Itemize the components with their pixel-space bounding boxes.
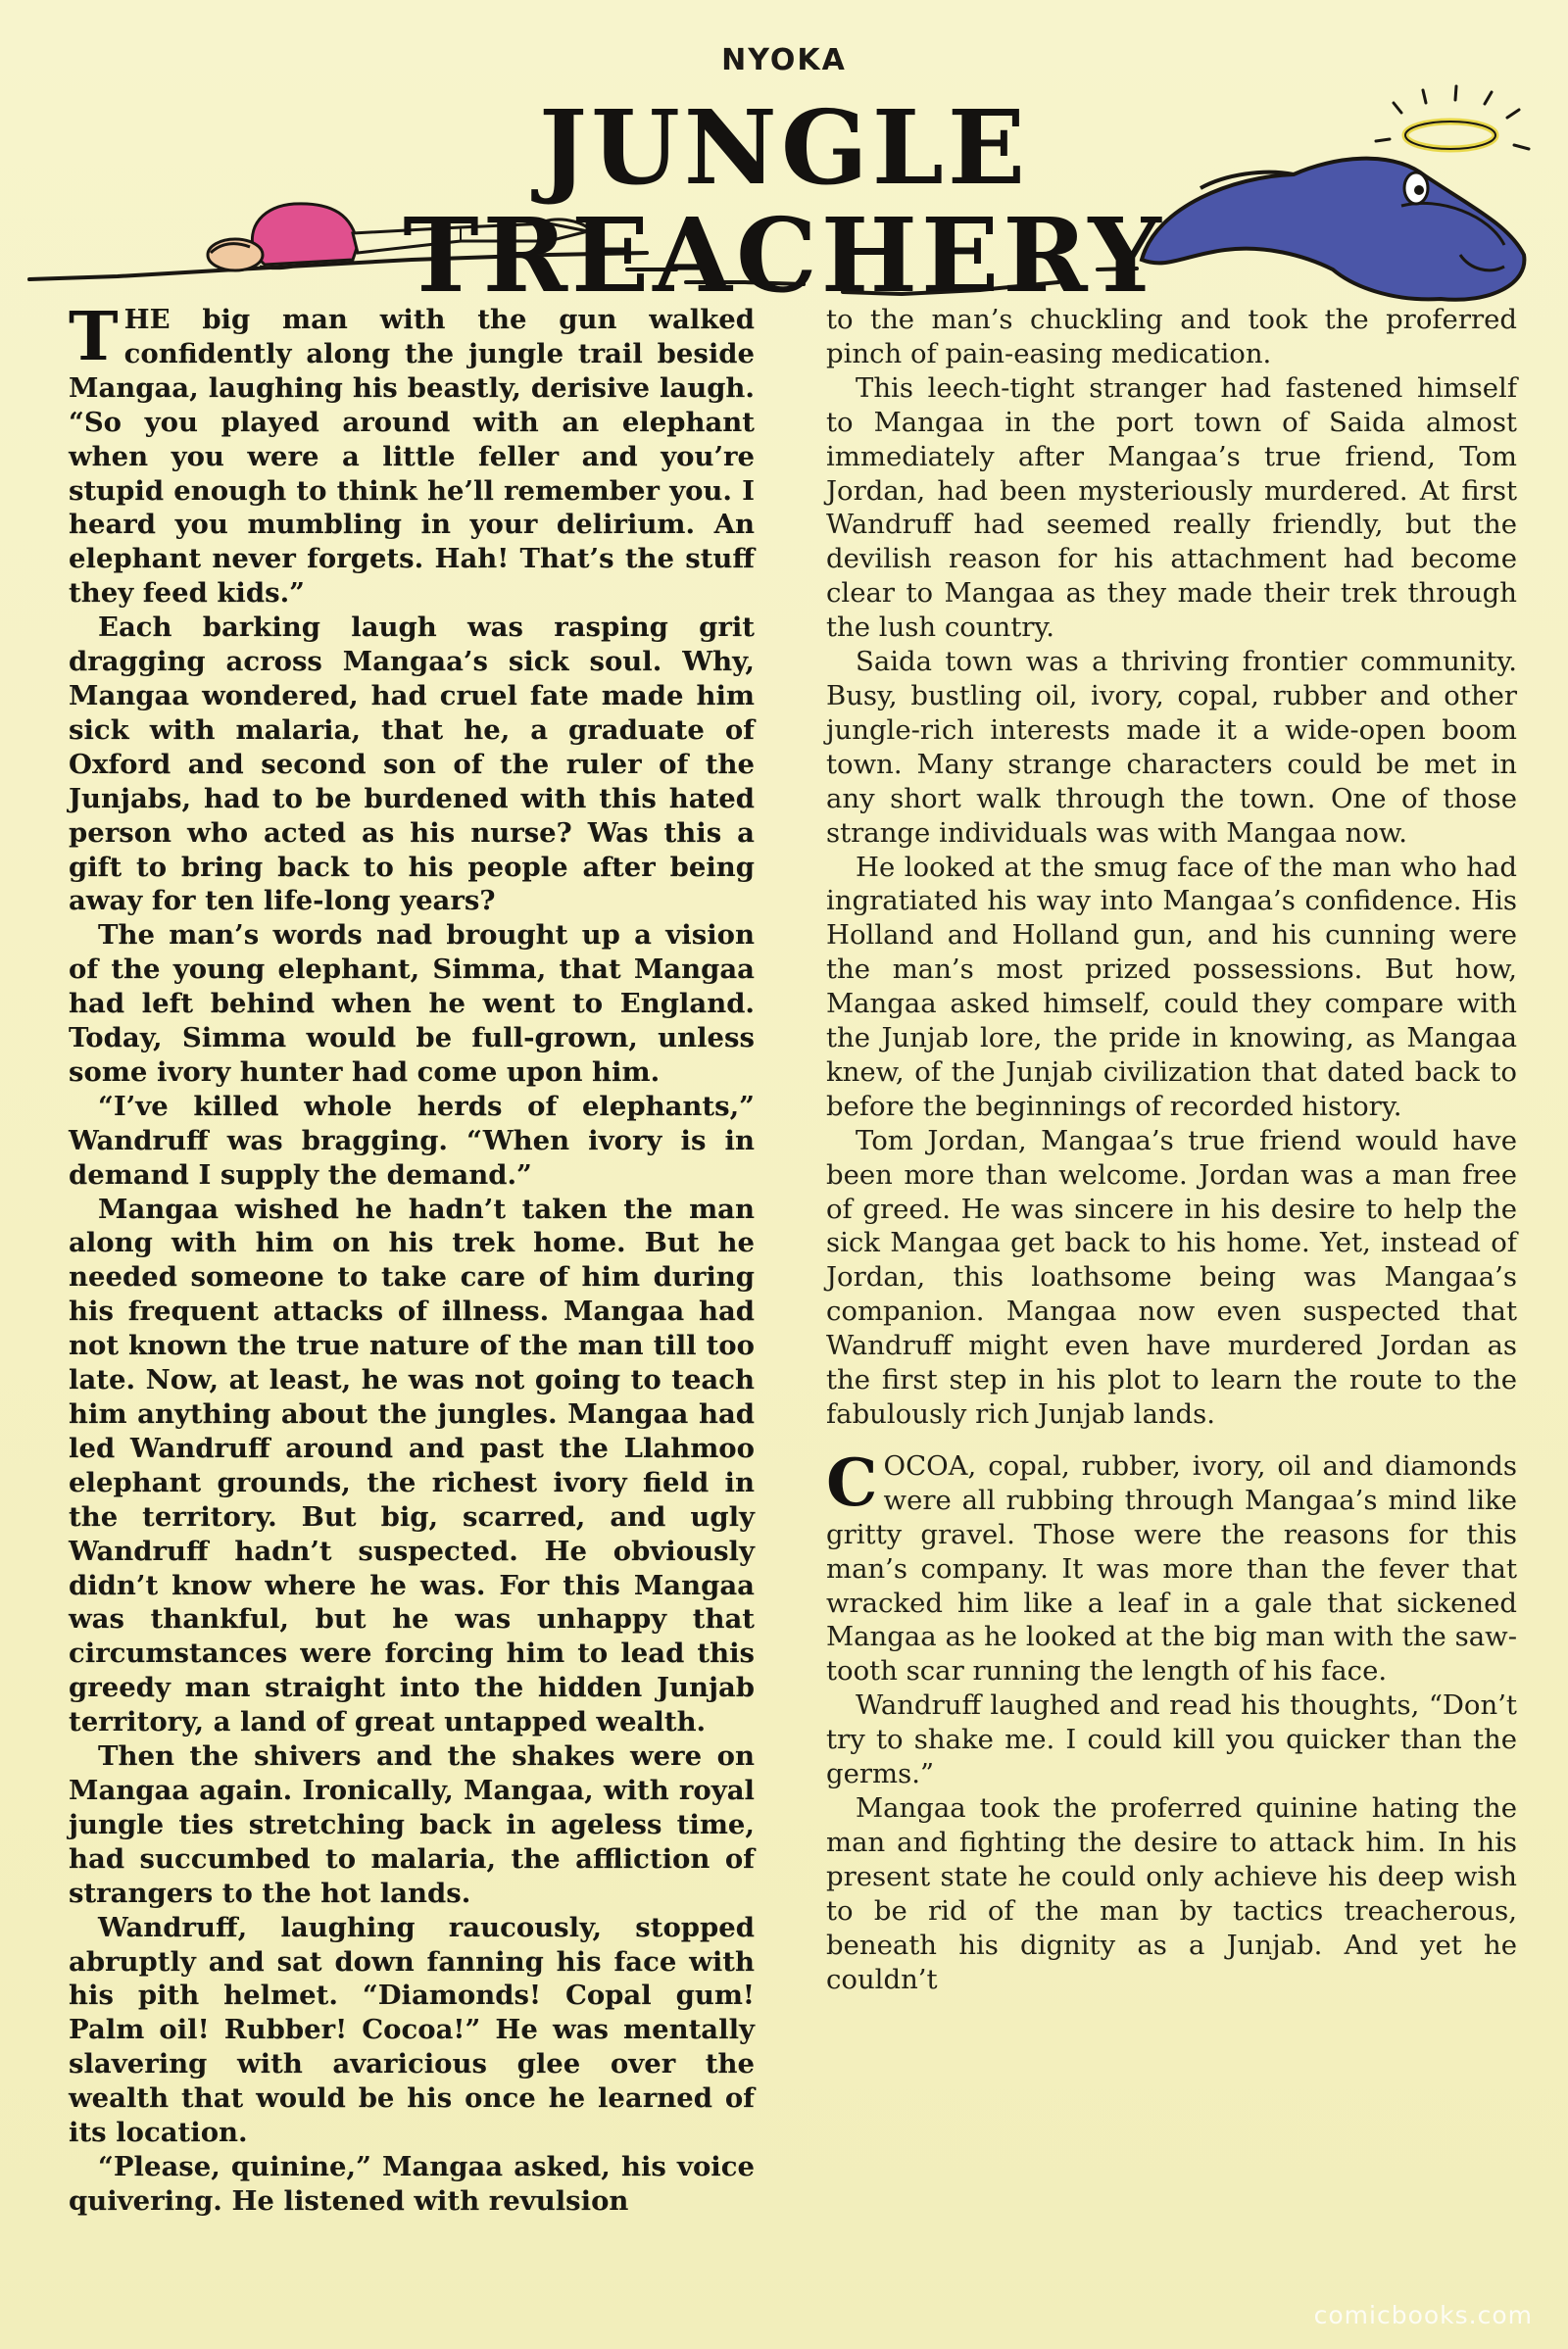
halo-icon bbox=[1376, 86, 1529, 149]
story-paragraph: Saida town was a thriving frontier community. Busy, bustling oil, ivory, copal, rubber and other jungle-rich interests made it a wide-open boom town. Many strange characters could be met in any short walk through the town. One of those strange individuals was with Mangaa now. bbox=[826, 646, 1517, 849]
story-column-right bbox=[826, 303, 1517, 1996]
story-paragraph: This leech-tight stranger had fastened himself to Mangaa in the port town of Saida almost immediately after Mangaa’s true friend, Tom Jordan, had been mysteriously murdered. At first Wandruff had seemed really friendly, but the devilish reason for his attachment had become clear to Mangaa as they made their trek through the lush country. bbox=[826, 371, 1517, 644]
story-paragraph: Wandruff laughed and read his thoughts, “Don’t try to shake me. I could kill you quicker than the germs.” bbox=[826, 1689, 1517, 1790]
story-paragraph: Wandruff, laughing raucously, stopped abruptly and sat down fanning his face with his pith helmet. “Diamonds! Copal gum! Palm oil! Rubber! Cocoa!” He was mentally slavering with avaricious glee over the wealth that would be his once he learned of its location. bbox=[69, 1911, 755, 2149]
story-paragraph: Mangaa wished he hadn’t taken the man along with him on his trek home. But he needed someone to take care of him during his frequent attacks of illness. Mangaa had not known the true nature of the man till too late. Now, at least, he was not going to teach him anything about the jungles. Mangaa had led Wandruff around and past the Llahmoo elephant grounds, the richest ivory field in the territory. But big, scarred, and ugly Wandruff hadn’t suspected. He obviously didn’t know where he was. For this Mangaa was thankful, but he was unhappy that circumstances were forcing him to lead this greedy man straight into the hidden Junjab territory, a land of great untapped wealth. bbox=[69, 1193, 755, 1738]
story-paragraph: He looked at the smug face of the man who had ingratiated his way into Mangaa’s confidence. His Holland and Holland gun, and his cunning were the man’s most prized possessions. But how, Mangaa asked himself, could they compare with the Junjab lore, the pride in knowing, as Mangaa knew, of the Junjab civilization that dated back to before the beginnings of recorded history. bbox=[826, 851, 1517, 1122]
story-paragraph: Each barking laugh was rasping grit dragging across Mangaa’s sick soul. Why, Mangaa wondered, had cruel fate made him sick with malaria, that he, a graduate of Oxford and second son of the ruler of the Junjabs, had to be burdened with this hated person who acted as his nurse? Was this a gift to bring back to his people after being away for ten life-long years? bbox=[69, 612, 755, 917]
story-paragraph: Tom Jordan, Mangaa’s true friend would have been more than welcome. Jordan was a man free of greed. He was sincere in his desire to help the sick Mangaa get back to his home. Yet, instead of Jordan, this loathsome being was Mangaa’s companion. Mangaa now even suspected that Wandruff might even have murdered Jordan as the first step in his plot to learn the route to the fabulously rich Junjab lands. bbox=[826, 1124, 1517, 1430]
watermark: comicbooks.com bbox=[1313, 2301, 1533, 2329]
drop-cap: T bbox=[69, 298, 119, 376]
story-paragraph: “Please, quinine,” Mangaa asked, his voice quivering. He listened with revulsion bbox=[69, 2150, 755, 2217]
story-paragraph: COCOA, copal, rubber, ivory, oil and diamonds were all rubbing through Mangaa’s mind like gritty gravel. Those were the reasons for this man’s company. It was more than the fever that wracked him like a leaf in a gale that sickened Mangaa as he looked at the big man with the saw-tooth scar running the length of his face. bbox=[826, 1444, 1517, 1688]
story-column-left bbox=[69, 298, 755, 2219]
series-title: NYOKA bbox=[721, 43, 847, 77]
story-paragraph: THE big man with the gun walked confidently along the jungle trail beside Mangaa, laughing his beastly, derisive laugh. “So you played around with an elephant when you were a little feller and you’re stupid enough to think he’ll remember you. I heard you mumbling in your delirium. An elephant never forgets. Hah! That’s the stuff they feed kids.” bbox=[69, 298, 755, 610]
story-paragraph: The man’s words nad brought up a vision of the young elephant, Simma, that Mangaa had left behind when he went to England. Today, Simma would be full-grown, unless some ivory hunter had come upon him. bbox=[69, 919, 755, 1088]
story-paragraph: Mangaa took the proferred quinine hating the man and fighting the desire to attack him. In his present state he could only achieve his deep wish to be rid of the man by tactics treacherous, beneath his dignity as a Junjab. And yet he couldn’t bbox=[826, 1791, 1517, 1995]
story-paragraph: Then the shivers and the shakes were on Mangaa again. Ironically, Mangaa, with royal jungle ties stretching back in ageless time, had succumbed to malaria, the affliction of strangers to the hot lands. bbox=[69, 1740, 755, 1909]
story-paragraph: “I’ve killed whole herds of elephants,” Wandruff was bragging. “When ivory is in demand I supply the demand.” bbox=[69, 1090, 755, 1191]
story-paragraph: to the man’s chuckling and took the proferred pinch of pain-easing medication. bbox=[826, 304, 1517, 369]
story-title: JUNGLE TREACHERY bbox=[403, 87, 1165, 316]
drop-cap: C bbox=[826, 1444, 878, 1521]
